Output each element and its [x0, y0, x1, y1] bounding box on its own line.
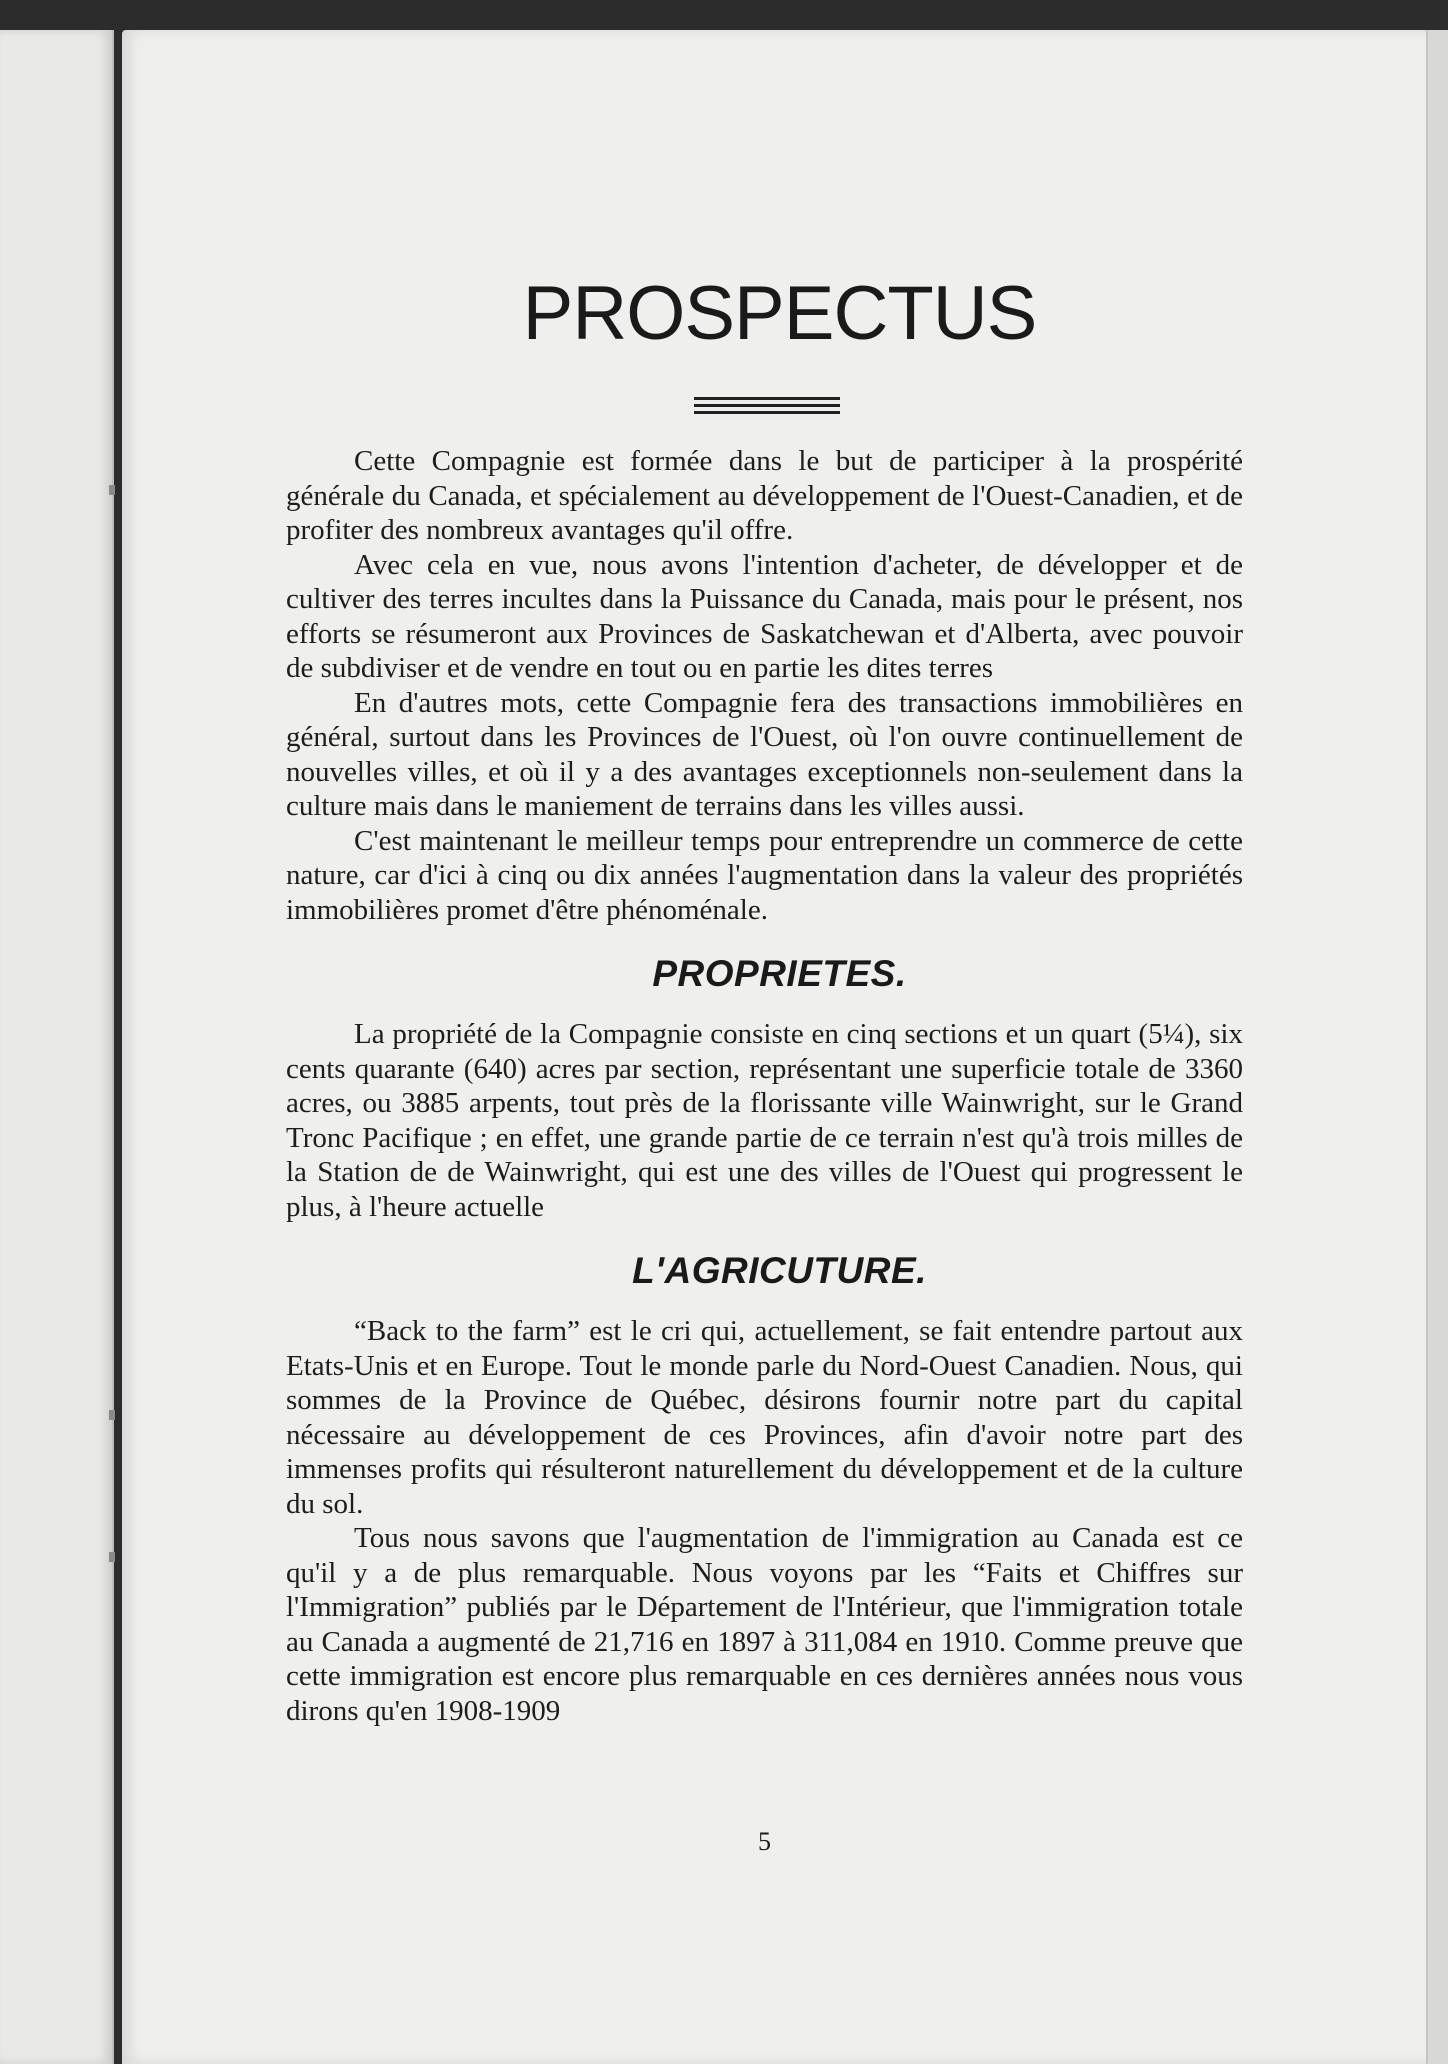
left-page-edge — [0, 30, 114, 2064]
page-content — [286, 268, 1243, 1856]
agriculture-section — [286, 1314, 1243, 1728]
intro-paragraph: Avec cela en vue, nous avons l'intention d'acheter, de développer et de cultiver des terres incultes dans la Puissance du Canada, mais pour le présent, nos efforts se résumeront aux Provinces de Saskatchewan et d'Alberta, avec pouvoir de subdiviser et de vendre en tout ou en partie les dites terres — [286, 548, 1243, 685]
intro-section — [286, 444, 1243, 927]
page-edge — [1426, 30, 1448, 2064]
section-heading-proprietes: PROPRIETES. — [652, 953, 907, 995]
agriculture-paragraph: Tous nous savons que l'augmentation de l'immigration au Canada est ce qu'il y a de plus remarquable. Nous voyons par les “Faits et Chiffres sur l'Immigration” publiés par le Département de l'Intérieur, que l'immigration totale au Canada a augmenté de 21,716 en 1897 à 311,084 en 1910. Comme preuve que cette immigration est encore plus remarquable en ces dernières années nous vous dirons qu'en 1908-1909 — [286, 1522, 1243, 1727]
section-heading-agriculture: L'AGRICUTURE. — [632, 1250, 927, 1292]
page-title: PROSPECTUS — [522, 271, 1037, 356]
page-notch — [109, 1410, 115, 1420]
proprietes-paragraph: La propriété de la Compagnie consiste en cinq sections et un quart (5¼), six cents quarante (640) acres par section, représentant une superficie totale de 3360 acres, ou 3885 arpents, tout près de la florissante ville Wainwright, sur le Grand Tronc Pacifique ; en effet, une grande partie de ce terrain n'est qu'à trois milles de la Station de de Wainwright, qui est une des villes de l'Ouest qui progressent le plus, à l'heure actuelle — [286, 1018, 1243, 1223]
proprietes-section — [286, 1017, 1243, 1224]
page-notch — [109, 1552, 115, 1562]
intro-paragraph: En d'autres mots, cette Compagnie fera des transactions immobilières en général, surtout dans les Provinces de l'Ouest, où l'on ouvre continuellement de nouvelles villes, et où il y a des avantages exceptionnels non-seulement dans la culture mais dans le maniement de terrains dans les villes aussi. — [286, 686, 1243, 823]
page-number: 5 — [758, 1827, 771, 1856]
intro-paragraph: Cette Compagnie est formée dans le but de participer à la prospérité générale du Canada, et spécialement au développement de l'Ouest-Canadien, et de profiter des nombreux avantages qu'il offre. — [286, 445, 1243, 547]
agriculture-paragraph: “Back to the farm” est le cri qui, actuellement, se fait entendre partout aux Etats-Unis et en Europe. Tout le monde parle du Nord-Ouest Canadien. Nous, qui sommes de la Province de Québec, désirons fournir notre part du capital nécessaire au développement de ces Provinces, afin d'avoir notre part des immenses profits qui résulteront naturellement du développement et de la culture du sol. — [286, 1315, 1243, 1520]
title-divider — [694, 397, 840, 414]
page-notch — [109, 485, 115, 495]
intro-paragraph: C'est maintenant le meilleur temps pour entreprendre un commerce de cette nature, car d'ici à cinq ou dix années l'augmentation dans la valeur des propriétés immobilières promet d'être phénoménale. — [286, 824, 1243, 926]
